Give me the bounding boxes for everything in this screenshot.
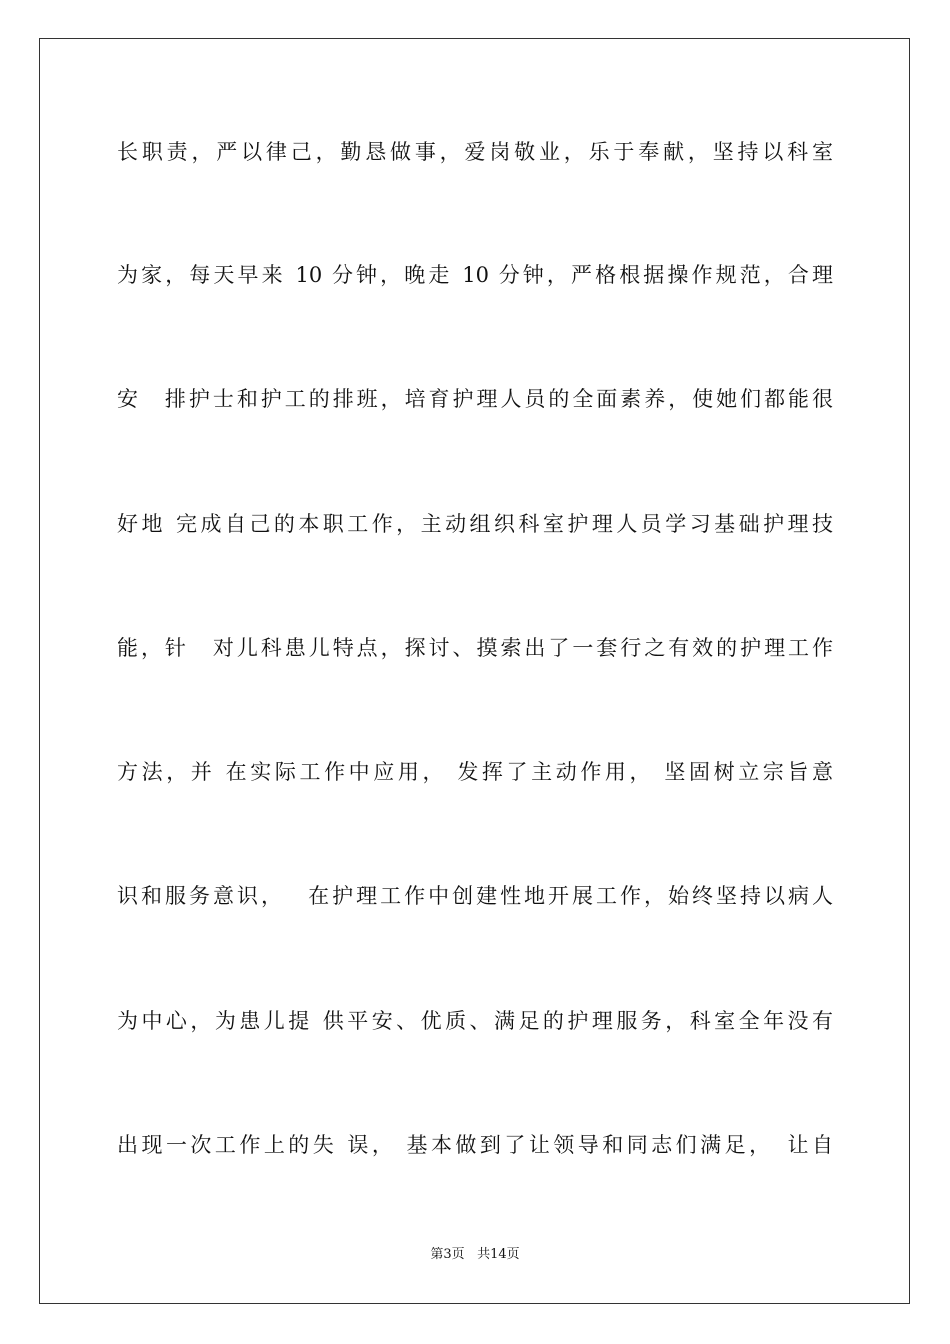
text-line-7: 识和服务意识， 在护理工作中创建性地开展工作，始终坚持以病人 <box>117 884 833 908</box>
page-footer <box>0 1245 950 1265</box>
text-line-2: 为家，每天早来 10 分钟，晚走 10 分钟，严格根据操作规范，合理 <box>117 263 833 287</box>
text-line-9: 出现一次工作上的失 误， 基本做到了让领导和同志们满足， 让自 <box>117 1133 833 1157</box>
text-line-1: 长职责，严以律己，勤恳做事，爱岗敬业，乐于奉献，坚持以科室 <box>117 140 833 164</box>
text-line-4: 好地 完成自己的本职工作，主动组织科室护理人员学习基础护理技 <box>117 512 833 536</box>
page-border <box>39 38 910 1304</box>
text-line-3: 安 排护士和护工的排班，培育护理人员的全面素养，使她们都能很 <box>117 387 833 411</box>
text-line-5: 能，针 对儿科患儿特点，探讨、摸索出了一套行之有效的护理工作 <box>117 636 833 660</box>
text-line-6: 方法，并 在实际工作中应用， 发挥了主动作用， 坚固树立宗旨意 <box>117 760 833 784</box>
total-pages: 共14页 <box>477 1247 520 1262</box>
page-number: 第3页 <box>430 1247 465 1262</box>
text-line-8: 为中心，为患儿提 供平安、优质、满足的护理服务，科室全年没有 <box>117 1009 833 1033</box>
